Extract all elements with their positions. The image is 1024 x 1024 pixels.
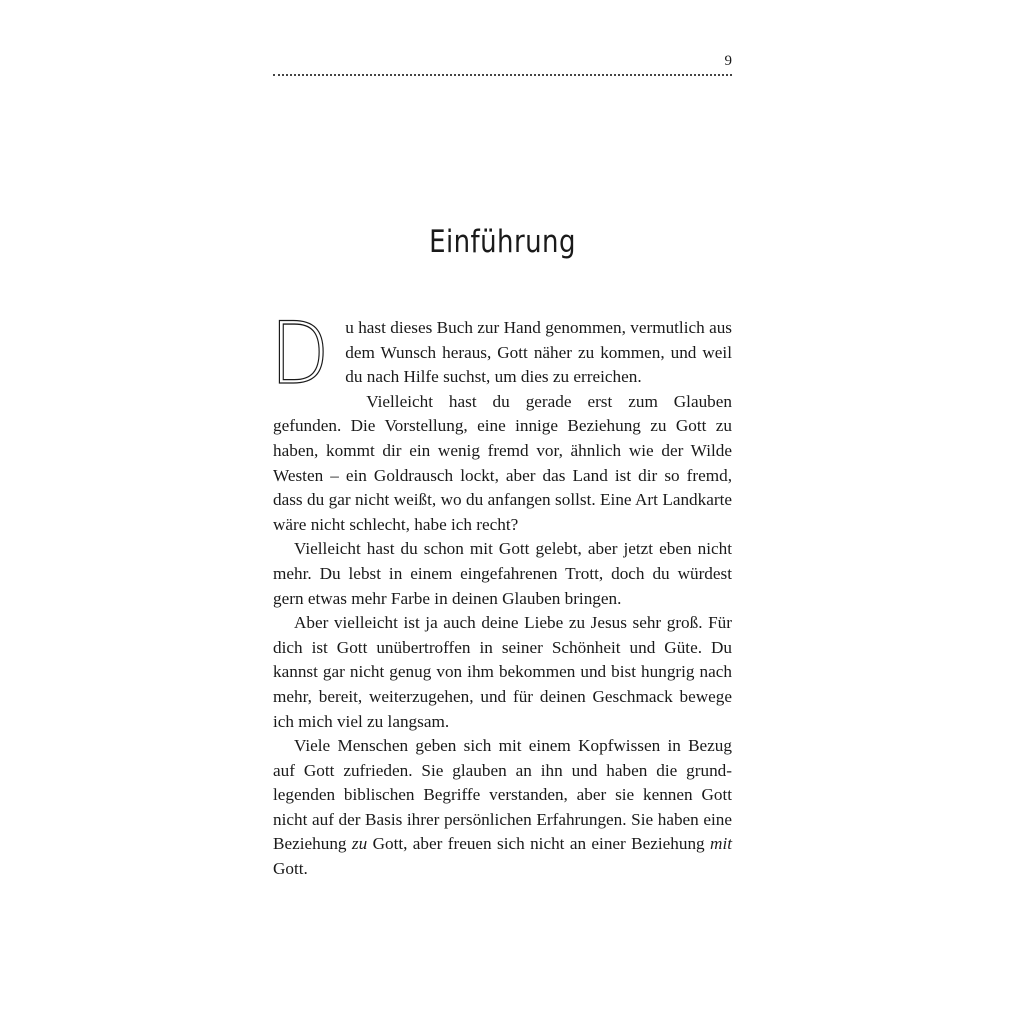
emphasis-mit: mit xyxy=(710,834,732,854)
paragraph-5 xyxy=(273,734,732,882)
paragraph-5-text-c: Gott. xyxy=(273,859,308,879)
paragraph-2: Vielleicht hast du gerade erst zum Glauben gefunden. Die Vorstellung, eine innige Beziehung zu Gott zu haben, kommt dir ein wenig fremd vor, ähnlich wie der Wilde Westen – ein Goldrausch lockt, aber das Land ist dir so fremd, dass du gar nicht weißt, wo du anfangen sollst. Eine Art Landkarte wäre nicht schlecht, habe ich recht? xyxy=(273,391,732,534)
chapter-title: Einführung xyxy=(429,224,576,260)
paragraph-1 xyxy=(270,304,732,404)
paragraph-3: Vielleicht hast du schon mit Gott gelebt, aber jetzt eben nicht mehr. Du lebst in einem eingefahrenen Trott, doch du würdest gern etwas mehr Farbe in deinen Glauben bringen. xyxy=(273,539,732,608)
paragraph-5-text-a: Viele Menschen geben sich mit einem Kopfwissen in Bezug auf Gott zufrieden. Sie glauben an ihn und haben die grundlegenden biblischen Begriffe verstanden, aber sie kennen Gott nicht auf der Basis ihrer persönlichen Erfahrungen. Sie haben eine Beziehung xyxy=(273,736,732,854)
drop-cap: D xyxy=(270,304,330,404)
emphasis-zu: zu xyxy=(351,834,368,854)
header-dotted-rule xyxy=(273,74,732,76)
paragraph-4: Aber vielleicht ist ja auch deine Liebe zu Jesus sehr groß. Für dich ist Gott unübertroffen in seiner Schönheit und Güte. Du kannst gar nicht genug von ihm bekommen und bist hungrig nach mehr, bereit, weiterzugehen, und für deinen Geschmack bewege ich mich viel zu langsam. xyxy=(273,613,732,731)
page-number: 9 xyxy=(724,53,732,69)
paragraph-5-text-b: Gott, aber freuen sich nicht an einer Beziehung xyxy=(367,834,711,854)
body-text xyxy=(270,304,732,882)
paragraph-1-text: u hast dieses Buch zur Hand genommen, vermutlich aus dem Wunsch heraus, Gott näher zu kommen, und weil du nach Hilfe suchst, um dies zu erreichen. xyxy=(345,318,732,387)
